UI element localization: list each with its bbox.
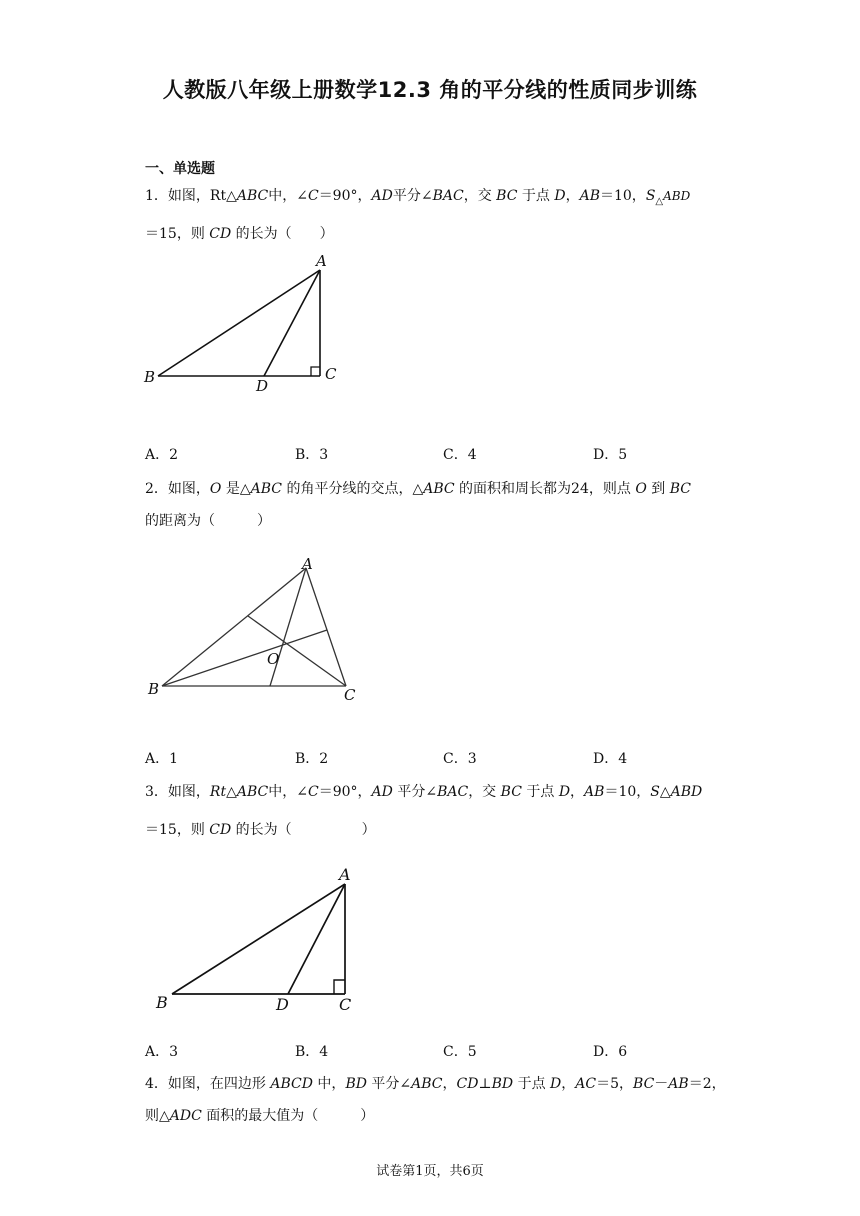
option-d[interactable]: D．4: [593, 751, 628, 767]
label-c: C: [325, 365, 337, 383]
option-a[interactable]: A．1: [145, 751, 179, 767]
question-2-line-2: 的距离为（ ）: [145, 513, 271, 529]
question-2: [145, 473, 725, 537]
label-b: B: [148, 680, 160, 698]
label-c: C: [339, 995, 352, 1014]
question-number: 1．: [145, 188, 168, 204]
option-d[interactable]: D．5: [593, 447, 628, 463]
question-3-line-2: ＝15，则 CD 的长为（ ）: [145, 822, 376, 838]
question-1-line-2: ＝15，则 CD 的长为（ ）: [145, 225, 334, 242]
option-d[interactable]: D．6: [593, 1044, 628, 1060]
label-a: A: [302, 555, 313, 573]
figure-1-triangle: [130, 248, 360, 398]
question-number: 3．: [145, 784, 168, 800]
question-2-line-1: 2．如图，O 是△ABC 的角平分线的交点，△ABC 的面积和周长都为24，则点 O 到 BC: [145, 481, 691, 497]
label-c: C: [344, 686, 356, 704]
question-3-line-1: 3．如图，Rt△ABC中，∠C＝90°，AD 平分∠BAC，交 BC 于点 D，AB＝10，S△ABD: [145, 784, 703, 800]
question-4: [145, 1068, 725, 1132]
option-b[interactable]: B．4: [295, 1044, 329, 1060]
label-a: A: [316, 252, 327, 270]
page-title: 人教版八年级上册数学12.3 角的平分线的性质同步训练: [162, 78, 698, 102]
label-d: D: [276, 995, 289, 1014]
option-c[interactable]: C．4: [443, 447, 477, 463]
question-1-line-1: 1．如图，Rt△ABC中，∠C＝90°，AD平分∠BAC，交 BC 于点 D，AB＝10，$S_\triangle ABD$: [145, 188, 691, 207]
option-a[interactable]: A．3: [145, 1044, 179, 1060]
option-b[interactable]: B．2: [295, 751, 329, 767]
question-number: 4．: [145, 1076, 168, 1092]
option-c[interactable]: C．5: [443, 1044, 477, 1060]
label-d: D: [256, 377, 269, 395]
option-a[interactable]: A．2: [145, 447, 179, 463]
question-3: [145, 776, 725, 846]
section-heading: 一、单选题: [145, 161, 215, 177]
label-b: B: [144, 368, 156, 386]
figure-3-triangle: [140, 862, 370, 1017]
question-1-options: [145, 444, 745, 466]
label-o: O: [267, 650, 280, 668]
option-b[interactable]: B．3: [295, 447, 329, 463]
question-4-line-1: 4．如图，在四边形 ABCD 中，BD 平分∠ABC，CD⊥BD 于点 D，AC＝5，BC－AB＝2，: [145, 1076, 726, 1092]
question-3-options: [145, 1041, 745, 1063]
question-1: [145, 180, 725, 250]
figure-2-triangle: [130, 552, 370, 707]
question-4-line-2: 则△ADC 面积的最大值为（ ）: [145, 1108, 375, 1124]
question-2-options: [145, 748, 745, 770]
question-number: 2．: [145, 481, 168, 497]
label-a: A: [339, 865, 351, 884]
option-c[interactable]: C．3: [443, 751, 477, 767]
page-footer: 试卷第1页，共6页: [376, 1164, 484, 1179]
label-b: B: [156, 993, 168, 1012]
